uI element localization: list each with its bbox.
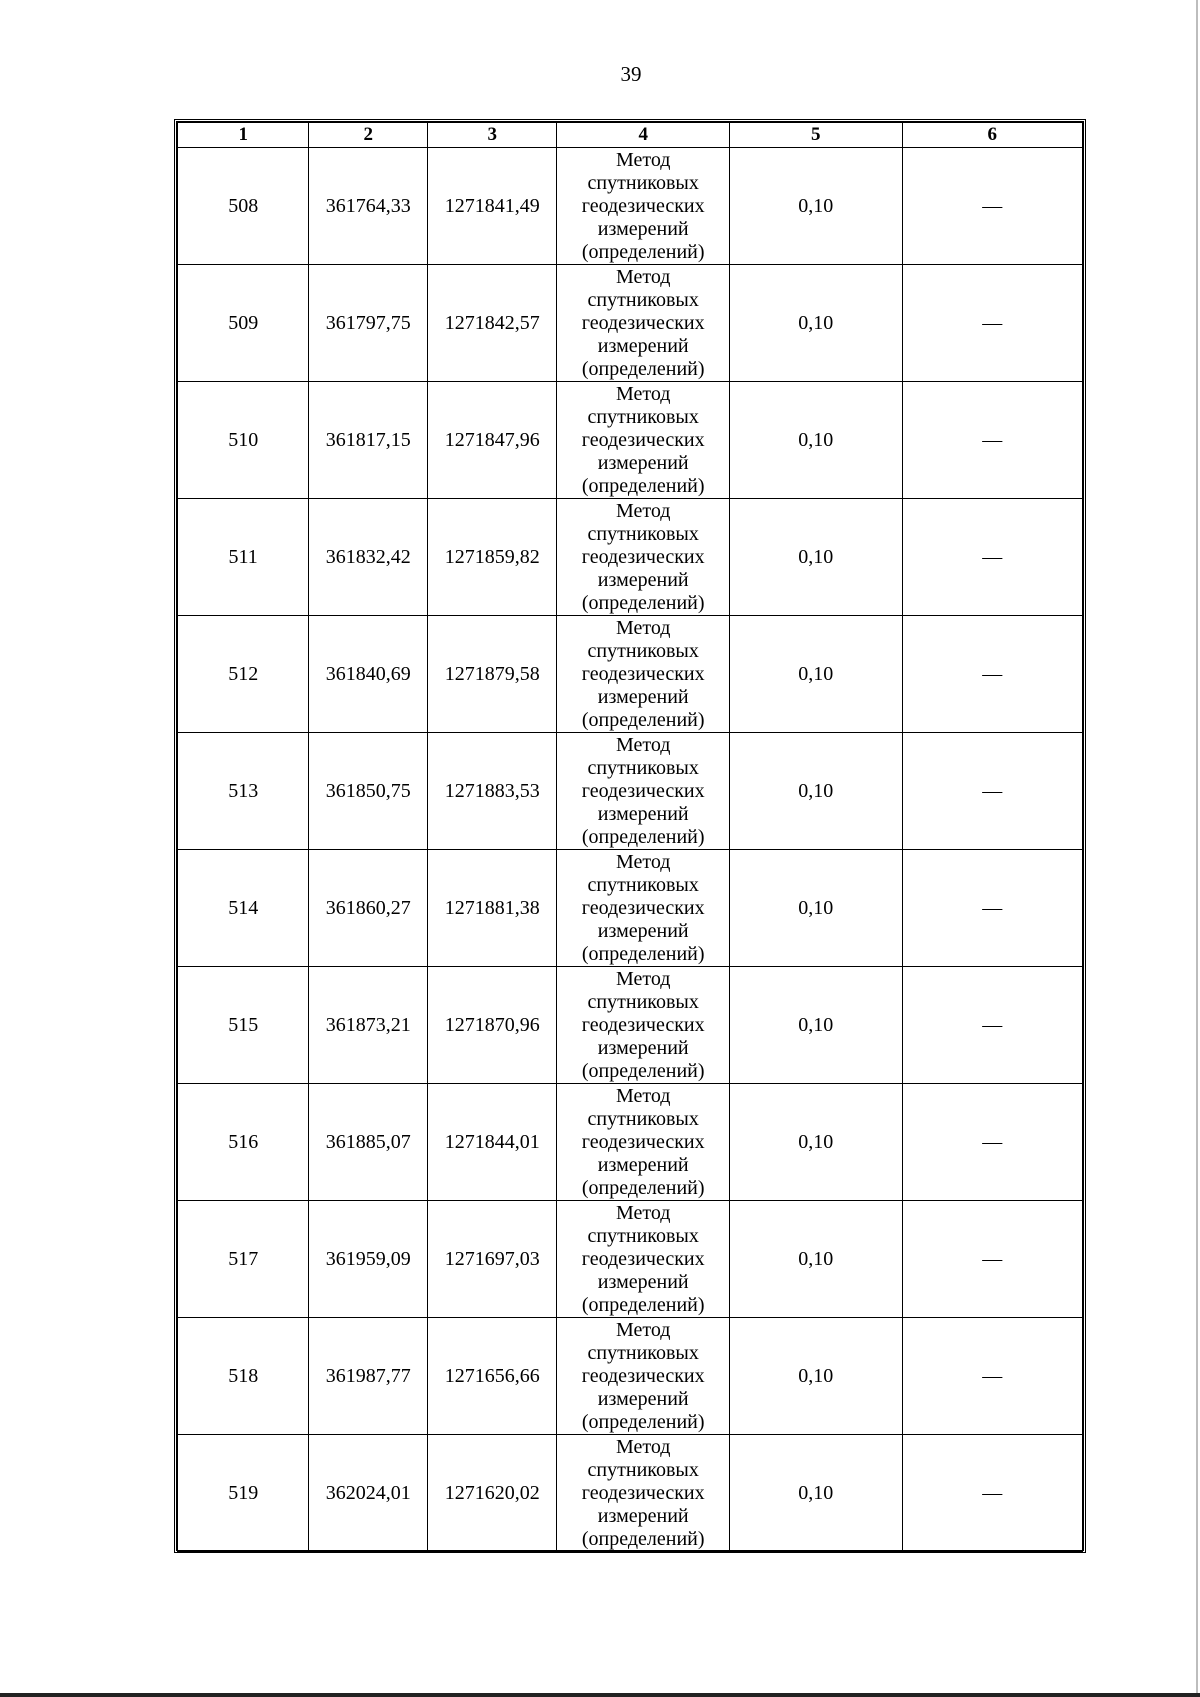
method-cell — [557, 1435, 730, 1552]
point-number-cell: 510 — [178, 382, 309, 499]
accuracy-cell: 0,10 — [729, 265, 902, 382]
note-cell: — — [902, 1201, 1082, 1318]
x-coordinate-cell: 361832,42 — [309, 499, 428, 616]
method-line: Метод — [615, 148, 671, 171]
x-coordinate-cell: 361850,75 — [309, 733, 428, 850]
note-cell: — — [902, 733, 1082, 850]
table-row — [178, 382, 1083, 499]
method-line: Метод — [615, 265, 671, 288]
method-cell — [557, 265, 730, 382]
point-number-cell: 508 — [178, 148, 309, 265]
y-coordinate-cell: 1271620,02 — [428, 1435, 557, 1552]
table-row — [178, 733, 1083, 850]
method-line: Метод — [615, 967, 671, 990]
accuracy-cell: 0,10 — [729, 733, 902, 850]
method-line: геодезических — [581, 1013, 705, 1036]
method-line: Метод — [615, 1318, 671, 1341]
x-coordinate-cell: 361987,77 — [309, 1318, 428, 1435]
point-number-cell: 518 — [178, 1318, 309, 1435]
method-line: измерений — [597, 1036, 689, 1059]
y-coordinate-cell: 1271841,49 — [428, 148, 557, 265]
accuracy-cell: 0,10 — [729, 499, 902, 616]
table-row — [178, 148, 1083, 265]
note-cell: — — [902, 499, 1082, 616]
method-line: Метод — [615, 850, 671, 873]
method-line: (определений) — [581, 1410, 705, 1433]
note-cell: — — [902, 616, 1082, 733]
method-line: (определений) — [581, 1176, 705, 1199]
accuracy-cell: 0,10 — [729, 1318, 902, 1435]
method-cell — [557, 850, 730, 967]
accuracy-cell: 0,10 — [729, 1084, 902, 1201]
column-header-3: 3 — [428, 123, 557, 148]
accuracy-cell: 0,10 — [729, 616, 902, 733]
method-line: (определений) — [581, 474, 705, 497]
method-line: измерений — [597, 1270, 689, 1293]
scan-bottom-line — [0, 1693, 1200, 1697]
method-line: спутниковых — [587, 873, 699, 896]
method-line: Метод — [615, 1084, 671, 1107]
method-line: (определений) — [581, 357, 705, 380]
method-line: Метод — [615, 499, 671, 522]
table-row — [178, 967, 1083, 1084]
y-coordinate-cell: 1271842,57 — [428, 265, 557, 382]
method-line: спутниковых — [587, 1107, 699, 1130]
method-line: Метод — [615, 616, 671, 639]
method-cell — [557, 1201, 730, 1318]
method-line: геодезических — [581, 194, 705, 217]
method-line: спутниковых — [587, 405, 699, 428]
y-coordinate-cell: 1271859,82 — [428, 499, 557, 616]
method-cell — [557, 1084, 730, 1201]
coordinates-table — [177, 122, 1083, 1552]
y-coordinate-cell: 1271844,01 — [428, 1084, 557, 1201]
x-coordinate-cell: 361873,21 — [309, 967, 428, 1084]
method-line: геодезических — [581, 779, 705, 802]
method-cell — [557, 1318, 730, 1435]
note-cell: — — [902, 148, 1082, 265]
point-number-cell: 517 — [178, 1201, 309, 1318]
method-line: спутниковых — [587, 1458, 699, 1481]
point-number-cell: 514 — [178, 850, 309, 967]
method-cell — [557, 148, 730, 265]
method-line: геодезических — [581, 1247, 705, 1270]
table-row — [178, 1318, 1083, 1435]
method-line: спутниковых — [587, 1341, 699, 1364]
x-coordinate-cell: 361840,69 — [309, 616, 428, 733]
method-line: спутниковых — [587, 171, 699, 194]
method-line: геодезических — [581, 1364, 705, 1387]
method-line: Метод — [615, 1201, 671, 1224]
method-line: (определений) — [581, 708, 705, 731]
y-coordinate-cell: 1271879,58 — [428, 616, 557, 733]
accuracy-cell: 0,10 — [729, 1435, 902, 1552]
method-line: спутниковых — [587, 639, 699, 662]
method-line: геодезических — [581, 545, 705, 568]
table-body — [178, 148, 1083, 1552]
method-line: Метод — [615, 733, 671, 756]
note-cell: — — [902, 1318, 1082, 1435]
y-coordinate-cell: 1271656,66 — [428, 1318, 557, 1435]
method-line: измерений — [597, 451, 689, 474]
point-number-cell: 512 — [178, 616, 309, 733]
column-header-1: 1 — [178, 123, 309, 148]
method-line: измерений — [597, 919, 689, 942]
method-line: геодезических — [581, 662, 705, 685]
method-line: геодезических — [581, 428, 705, 451]
x-coordinate-cell: 361885,07 — [309, 1084, 428, 1201]
point-number-cell: 511 — [178, 499, 309, 616]
note-cell: — — [902, 1435, 1082, 1552]
method-line: (определений) — [581, 825, 705, 848]
method-line: (определений) — [581, 1293, 705, 1316]
table-row — [178, 265, 1083, 382]
method-line: Метод — [615, 1435, 671, 1458]
method-line: измерений — [597, 1504, 689, 1527]
method-line: измерений — [597, 1387, 689, 1410]
x-coordinate-cell: 362024,01 — [309, 1435, 428, 1552]
point-number-cell: 515 — [178, 967, 309, 1084]
x-coordinate-cell: 361797,75 — [309, 265, 428, 382]
y-coordinate-cell: 1271883,53 — [428, 733, 557, 850]
note-cell: — — [902, 265, 1082, 382]
column-header-6: 6 — [902, 123, 1082, 148]
note-cell: — — [902, 382, 1082, 499]
y-coordinate-cell: 1271870,96 — [428, 967, 557, 1084]
column-header-4: 4 — [557, 123, 730, 148]
table-row — [178, 1201, 1083, 1318]
method-line: (определений) — [581, 1527, 705, 1550]
method-cell — [557, 499, 730, 616]
page-number: 39 — [620, 62, 642, 86]
method-line: спутниковых — [587, 288, 699, 311]
point-number-cell: 513 — [178, 733, 309, 850]
method-cell — [557, 733, 730, 850]
y-coordinate-cell: 1271847,96 — [428, 382, 557, 499]
note-cell: — — [902, 850, 1082, 967]
note-cell: — — [902, 1084, 1082, 1201]
note-cell: — — [902, 967, 1082, 1084]
x-coordinate-cell: 361959,09 — [309, 1201, 428, 1318]
table-row — [178, 616, 1083, 733]
accuracy-cell: 0,10 — [729, 382, 902, 499]
method-line: геодезических — [581, 311, 705, 334]
method-cell — [557, 967, 730, 1084]
method-line: измерений — [597, 1153, 689, 1176]
method-line: геодезических — [581, 896, 705, 919]
method-line: измерений — [597, 685, 689, 708]
table-row — [178, 1435, 1083, 1552]
table-header-row — [178, 123, 1083, 148]
column-header-5: 5 — [729, 123, 902, 148]
point-number-cell: 519 — [178, 1435, 309, 1552]
scan-edge-line — [1196, 0, 1198, 1697]
table-row — [178, 1084, 1083, 1201]
method-line: спутниковых — [587, 1224, 699, 1247]
method-line: измерений — [597, 217, 689, 240]
method-line: измерений — [597, 568, 689, 591]
method-line: Метод — [615, 382, 671, 405]
y-coordinate-cell: 1271697,03 — [428, 1201, 557, 1318]
table-row — [178, 850, 1083, 967]
method-line: измерений — [597, 334, 689, 357]
method-line: спутниковых — [587, 990, 699, 1013]
x-coordinate-cell: 361860,27 — [309, 850, 428, 967]
point-number-cell: 509 — [178, 265, 309, 382]
accuracy-cell: 0,10 — [729, 1201, 902, 1318]
y-coordinate-cell: 1271881,38 — [428, 850, 557, 967]
method-line: (определений) — [581, 240, 705, 263]
method-line: измерений — [597, 802, 689, 825]
accuracy-cell: 0,10 — [729, 148, 902, 265]
point-number-cell: 516 — [178, 1084, 309, 1201]
table-row — [178, 499, 1083, 616]
accuracy-cell: 0,10 — [729, 850, 902, 967]
method-line: (определений) — [581, 591, 705, 614]
method-line: (определений) — [581, 942, 705, 965]
method-line: геодезических — [581, 1481, 705, 1504]
coordinates-table-frame — [174, 119, 1086, 1553]
column-header-2: 2 — [309, 123, 428, 148]
method-cell — [557, 382, 730, 499]
method-line: спутниковых — [587, 756, 699, 779]
x-coordinate-cell: 361764,33 — [309, 148, 428, 265]
method-line: (определений) — [581, 1059, 705, 1082]
method-line: геодезических — [581, 1130, 705, 1153]
method-cell — [557, 616, 730, 733]
method-line: спутниковых — [587, 522, 699, 545]
accuracy-cell: 0,10 — [729, 967, 902, 1084]
x-coordinate-cell: 361817,15 — [309, 382, 428, 499]
